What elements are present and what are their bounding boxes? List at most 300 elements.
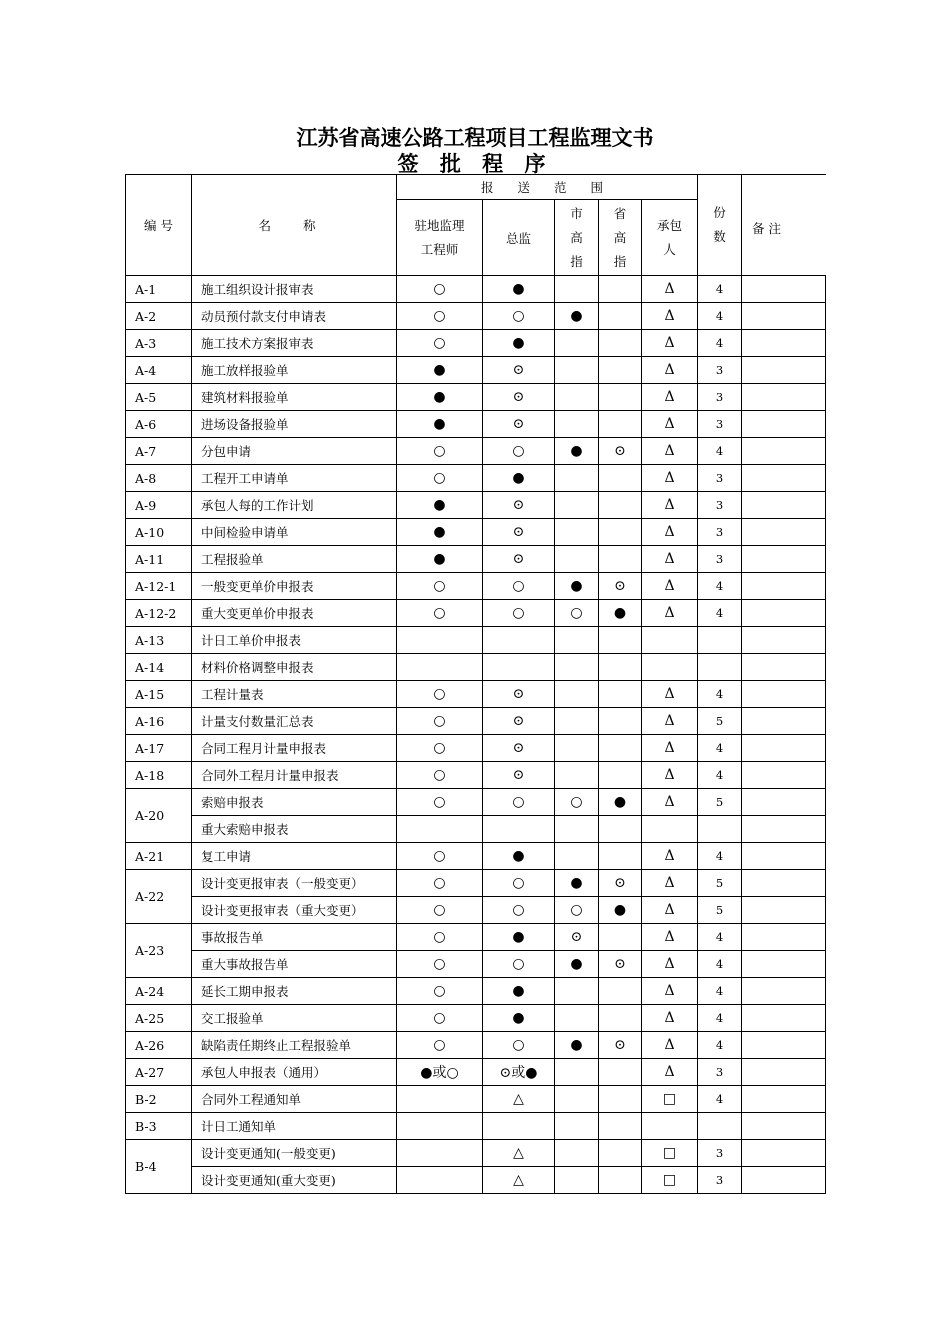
row-name: 设计变更通知(一般变更) (192, 1140, 397, 1167)
row-province: ● (599, 789, 642, 816)
row-city (555, 1086, 599, 1113)
row-copies (698, 816, 742, 843)
row-province (599, 708, 642, 735)
row-resident: ○ (397, 951, 483, 978)
row-city: ● (555, 870, 599, 897)
row-resident (397, 816, 483, 843)
row-resident: ● (397, 546, 483, 573)
row-chief: △ (483, 1167, 555, 1194)
row-code: A-25 (126, 1005, 192, 1032)
row-remark (742, 1140, 826, 1167)
row-remark (742, 546, 826, 573)
row-name: 一般变更单价申报表 (192, 573, 397, 600)
table-row (126, 978, 826, 1005)
row-remark (742, 1005, 826, 1032)
row-name: 分包申请 (192, 438, 397, 465)
header-send-range: 报 送 范 围 (397, 175, 698, 200)
row-contractor: □ (642, 1140, 698, 1167)
row-copies (698, 627, 742, 654)
table-row (126, 465, 826, 492)
row-remark (742, 762, 826, 789)
row-code: A-7 (126, 438, 192, 465)
row-city (555, 816, 599, 843)
row-contractor: Δ (642, 843, 698, 870)
table-row (126, 303, 826, 330)
row-code: A-9 (126, 492, 192, 519)
row-code: A-22 (126, 870, 192, 924)
approval-table (125, 174, 826, 1194)
row-copies: 4 (698, 924, 742, 951)
row-copies: 3 (698, 519, 742, 546)
row-remark (742, 708, 826, 735)
row-copies: 4 (698, 735, 742, 762)
row-resident: ○ (397, 303, 483, 330)
table-row (126, 951, 826, 978)
row-remark (742, 870, 826, 897)
row-code: A-16 (126, 708, 192, 735)
row-resident: ○ (397, 465, 483, 492)
row-resident: ● (397, 384, 483, 411)
row-city: ● (555, 1032, 599, 1059)
row-resident: ○ (397, 924, 483, 951)
row-resident: ○ (397, 897, 483, 924)
row-name: 计日工单价申报表 (192, 627, 397, 654)
table-row (126, 519, 826, 546)
header-copies: 份数 (698, 175, 742, 276)
row-copies: 5 (698, 897, 742, 924)
row-resident: ○ (397, 708, 483, 735)
row-resident: ● (397, 357, 483, 384)
row-contractor: Δ (642, 681, 698, 708)
row-contractor: Δ (642, 600, 698, 627)
row-remark (742, 303, 826, 330)
row-resident: ○ (397, 843, 483, 870)
row-code: A-4 (126, 357, 192, 384)
row-name: 承包人每的工作计划 (192, 492, 397, 519)
row-name: 工程报验单 (192, 546, 397, 573)
row-copies: 3 (698, 357, 742, 384)
row-remark (742, 573, 826, 600)
row-code: A-14 (126, 654, 192, 681)
row-contractor: Δ (642, 1005, 698, 1032)
row-resident: ● (397, 519, 483, 546)
row-province (599, 843, 642, 870)
row-province (599, 384, 642, 411)
row-copies: 5 (698, 789, 742, 816)
row-city (555, 330, 599, 357)
table-row (126, 843, 826, 870)
row-resident: ●或○ (397, 1059, 483, 1086)
row-contractor: Δ (642, 789, 698, 816)
row-name: 索赔申报表 (192, 789, 397, 816)
row-chief: ○ (483, 600, 555, 627)
row-province: ⊙ (599, 438, 642, 465)
row-contractor: Δ (642, 978, 698, 1005)
row-code: A-18 (126, 762, 192, 789)
row-copies: 4 (698, 1086, 742, 1113)
row-contractor: Δ (642, 924, 698, 951)
row-code: A-13 (126, 627, 192, 654)
row-name: 交工报验单 (192, 1005, 397, 1032)
row-copies (698, 654, 742, 681)
row-chief: ● (483, 978, 555, 1005)
row-remark (742, 1167, 826, 1194)
row-resident (397, 1113, 483, 1140)
row-name: 施工放样报验单 (192, 357, 397, 384)
row-name: 工程开工申请单 (192, 465, 397, 492)
row-province: ⊙ (599, 951, 642, 978)
row-chief: ● (483, 330, 555, 357)
row-remark (742, 1113, 826, 1140)
row-contractor: Δ (642, 303, 698, 330)
row-city (555, 411, 599, 438)
row-province (599, 627, 642, 654)
row-chief (483, 654, 555, 681)
header-code: 编 号 (126, 175, 192, 276)
row-remark (742, 330, 826, 357)
row-code: A-8 (126, 465, 192, 492)
row-code: B-4 (126, 1140, 192, 1194)
table-row (126, 357, 826, 384)
row-resident: ○ (397, 600, 483, 627)
row-chief: ⊙ (483, 681, 555, 708)
row-resident: ○ (397, 276, 483, 303)
row-province (599, 276, 642, 303)
row-remark (742, 789, 826, 816)
table-row (126, 1086, 826, 1113)
row-remark (742, 438, 826, 465)
row-city (555, 1167, 599, 1194)
row-contractor (642, 627, 698, 654)
row-remark (742, 951, 826, 978)
row-copies (698, 1113, 742, 1140)
row-remark (742, 384, 826, 411)
table-row (126, 1005, 826, 1032)
row-city (555, 681, 599, 708)
header-remark: 备 注 (742, 175, 826, 276)
header-name: 名 称 (192, 175, 397, 276)
row-province (599, 978, 642, 1005)
row-name: 合同外工程通知单 (192, 1086, 397, 1113)
row-chief: ⊙ (483, 411, 555, 438)
row-city (555, 1059, 599, 1086)
row-city (555, 492, 599, 519)
row-resident: ● (397, 411, 483, 438)
row-code: A-3 (126, 330, 192, 357)
row-code: B-2 (126, 1086, 192, 1113)
row-remark (742, 492, 826, 519)
row-province (599, 1005, 642, 1032)
row-city: ● (555, 573, 599, 600)
row-copies: 3 (698, 465, 742, 492)
row-remark (742, 276, 826, 303)
row-province (599, 735, 642, 762)
header-contractor: 承包人 (642, 200, 698, 276)
row-name: 延长工期申报表 (192, 978, 397, 1005)
row-chief: ⊙ (483, 492, 555, 519)
row-copies: 4 (698, 438, 742, 465)
row-copies: 4 (698, 843, 742, 870)
row-chief: ○ (483, 789, 555, 816)
table-row (126, 1140, 826, 1167)
row-name: 施工技术方案报审表 (192, 330, 397, 357)
row-chief (483, 1113, 555, 1140)
row-code: A-1 (126, 276, 192, 303)
row-city: ● (555, 303, 599, 330)
row-name: 承包人申报表（通用） (192, 1059, 397, 1086)
row-name: 进场设备报验单 (192, 411, 397, 438)
row-province (599, 303, 642, 330)
row-contractor: Δ (642, 465, 698, 492)
row-city (555, 465, 599, 492)
row-city (555, 735, 599, 762)
row-city: ○ (555, 600, 599, 627)
row-chief: ● (483, 276, 555, 303)
row-contractor: Δ (642, 384, 698, 411)
row-city (555, 1113, 599, 1140)
row-copies: 3 (698, 1059, 742, 1086)
table-row (126, 492, 826, 519)
row-resident (397, 1140, 483, 1167)
row-province (599, 357, 642, 384)
row-name: 合同外工程月计量申报表 (192, 762, 397, 789)
row-resident (397, 654, 483, 681)
row-contractor (642, 816, 698, 843)
row-remark (742, 654, 826, 681)
row-province (599, 762, 642, 789)
row-resident: ○ (397, 735, 483, 762)
row-chief: ○ (483, 870, 555, 897)
row-remark (742, 600, 826, 627)
row-remark (742, 1059, 826, 1086)
row-province (599, 654, 642, 681)
row-province (599, 1113, 642, 1140)
row-chief: △ (483, 1140, 555, 1167)
row-name: 施工组织设计报审表 (192, 276, 397, 303)
header-resident: 驻地监理工程师 (397, 200, 483, 276)
row-resident: ○ (397, 762, 483, 789)
row-contractor: Δ (642, 411, 698, 438)
table-row (126, 627, 826, 654)
row-resident: ○ (397, 330, 483, 357)
row-name: 重大变更单价申报表 (192, 600, 397, 627)
table-row (126, 330, 826, 357)
row-copies: 3 (698, 1167, 742, 1194)
row-chief: ⊙ (483, 546, 555, 573)
row-resident: ○ (397, 1005, 483, 1032)
row-contractor: □ (642, 1086, 698, 1113)
row-contractor: □ (642, 1167, 698, 1194)
row-remark (742, 897, 826, 924)
header-province: 省高指 (599, 200, 642, 276)
row-name: 计日工通知单 (192, 1113, 397, 1140)
row-remark (742, 465, 826, 492)
row-name: 建筑材料报验单 (192, 384, 397, 411)
row-copies: 4 (698, 681, 742, 708)
table-row (126, 1167, 826, 1194)
row-remark (742, 519, 826, 546)
row-code: A-21 (126, 843, 192, 870)
row-remark (742, 978, 826, 1005)
document-title: 江苏省高速公路工程项目工程监理文书 (296, 125, 654, 150)
table-row (126, 870, 826, 897)
row-name: 合同工程月计量申报表 (192, 735, 397, 762)
row-name: 材料价格调整申报表 (192, 654, 397, 681)
row-remark (742, 735, 826, 762)
table-row (126, 438, 826, 465)
table-row (126, 600, 826, 627)
row-province: ⊙ (599, 1032, 642, 1059)
row-code: A-6 (126, 411, 192, 438)
table-row (126, 276, 826, 303)
row-city (555, 546, 599, 573)
row-resident (397, 1086, 483, 1113)
table-row (126, 681, 826, 708)
row-copies: 4 (698, 600, 742, 627)
row-contractor: Δ (642, 546, 698, 573)
row-chief: ⊙ (483, 735, 555, 762)
row-copies: 3 (698, 384, 742, 411)
row-city (555, 978, 599, 1005)
row-chief: ⊙或● (483, 1059, 555, 1086)
table-row (126, 708, 826, 735)
row-remark (742, 924, 826, 951)
row-name: 重大索赔申报表 (192, 816, 397, 843)
row-chief: ⊙ (483, 708, 555, 735)
row-chief: ⊙ (483, 519, 555, 546)
row-code: A-24 (126, 978, 192, 1005)
row-name: 中间检验申请单 (192, 519, 397, 546)
row-chief: ⊙ (483, 384, 555, 411)
header-city: 市高指 (555, 200, 599, 276)
row-code: A-5 (126, 384, 192, 411)
row-resident: ○ (397, 789, 483, 816)
row-city: ○ (555, 897, 599, 924)
row-contractor: Δ (642, 897, 698, 924)
row-province (599, 681, 642, 708)
row-resident: ○ (397, 438, 483, 465)
row-name: 工程计量表 (192, 681, 397, 708)
row-contractor: Δ (642, 330, 698, 357)
row-copies: 4 (698, 1005, 742, 1032)
table-row (126, 573, 826, 600)
row-chief (483, 816, 555, 843)
row-resident: ○ (397, 681, 483, 708)
row-chief (483, 627, 555, 654)
row-city (555, 1005, 599, 1032)
row-province (599, 924, 642, 951)
row-chief: ○ (483, 897, 555, 924)
row-contractor (642, 1113, 698, 1140)
row-chief: ● (483, 465, 555, 492)
row-city: ● (555, 438, 599, 465)
row-code: A-11 (126, 546, 192, 573)
row-name: 重大事故报告单 (192, 951, 397, 978)
row-copies: 4 (698, 951, 742, 978)
table-row (126, 1059, 826, 1086)
row-province (599, 492, 642, 519)
document-subtitle: 签 批 程 序 (397, 151, 553, 176)
row-remark (742, 816, 826, 843)
row-code: A-20 (126, 789, 192, 843)
row-copies: 4 (698, 276, 742, 303)
row-chief: ○ (483, 438, 555, 465)
row-copies: 4 (698, 330, 742, 357)
row-province (599, 546, 642, 573)
row-copies: 4 (698, 573, 742, 600)
row-city (555, 708, 599, 735)
row-province: ● (599, 897, 642, 924)
row-code: A-27 (126, 1059, 192, 1086)
row-city (555, 1140, 599, 1167)
row-chief: ○ (483, 951, 555, 978)
row-province: ⊙ (599, 870, 642, 897)
row-city (555, 384, 599, 411)
row-city (555, 654, 599, 681)
table-row (126, 384, 826, 411)
table-row (126, 816, 826, 843)
row-contractor: Δ (642, 708, 698, 735)
row-code: A-10 (126, 519, 192, 546)
row-city (555, 276, 599, 303)
row-code: A-15 (126, 681, 192, 708)
row-code: A-17 (126, 735, 192, 762)
row-city: ⊙ (555, 924, 599, 951)
row-province (599, 1140, 642, 1167)
row-city (555, 843, 599, 870)
row-contractor: Δ (642, 276, 698, 303)
row-code: A-23 (126, 924, 192, 978)
row-province (599, 465, 642, 492)
row-resident: ● (397, 492, 483, 519)
row-province (599, 1167, 642, 1194)
row-remark (742, 681, 826, 708)
row-city (555, 762, 599, 789)
row-name: 缺陷责任期终止工程报验单 (192, 1032, 397, 1059)
table-row (126, 654, 826, 681)
row-contractor: Δ (642, 1032, 698, 1059)
row-contractor: Δ (642, 951, 698, 978)
table-row (126, 924, 826, 951)
row-code: A-12-1 (126, 573, 192, 600)
row-chief: ⊙ (483, 762, 555, 789)
row-code: B-3 (126, 1113, 192, 1140)
row-copies: 4 (698, 978, 742, 1005)
row-remark (742, 1032, 826, 1059)
row-copies: 3 (698, 546, 742, 573)
row-code: A-12-2 (126, 600, 192, 627)
row-copies: 3 (698, 411, 742, 438)
table-row (126, 411, 826, 438)
row-copies: 3 (698, 492, 742, 519)
row-city (555, 519, 599, 546)
row-contractor (642, 654, 698, 681)
row-contractor: Δ (642, 1059, 698, 1086)
row-name: 复工申请 (192, 843, 397, 870)
row-remark (742, 627, 826, 654)
row-resident: ○ (397, 978, 483, 1005)
row-resident: ○ (397, 870, 483, 897)
row-province (599, 330, 642, 357)
row-contractor: Δ (642, 438, 698, 465)
row-name: 设计变更报审表（一般变更） (192, 870, 397, 897)
header-chief: 总监 (483, 200, 555, 276)
row-remark (742, 843, 826, 870)
row-contractor: Δ (642, 762, 698, 789)
row-chief: ⊙ (483, 357, 555, 384)
row-province: ⊙ (599, 573, 642, 600)
row-remark (742, 357, 826, 384)
